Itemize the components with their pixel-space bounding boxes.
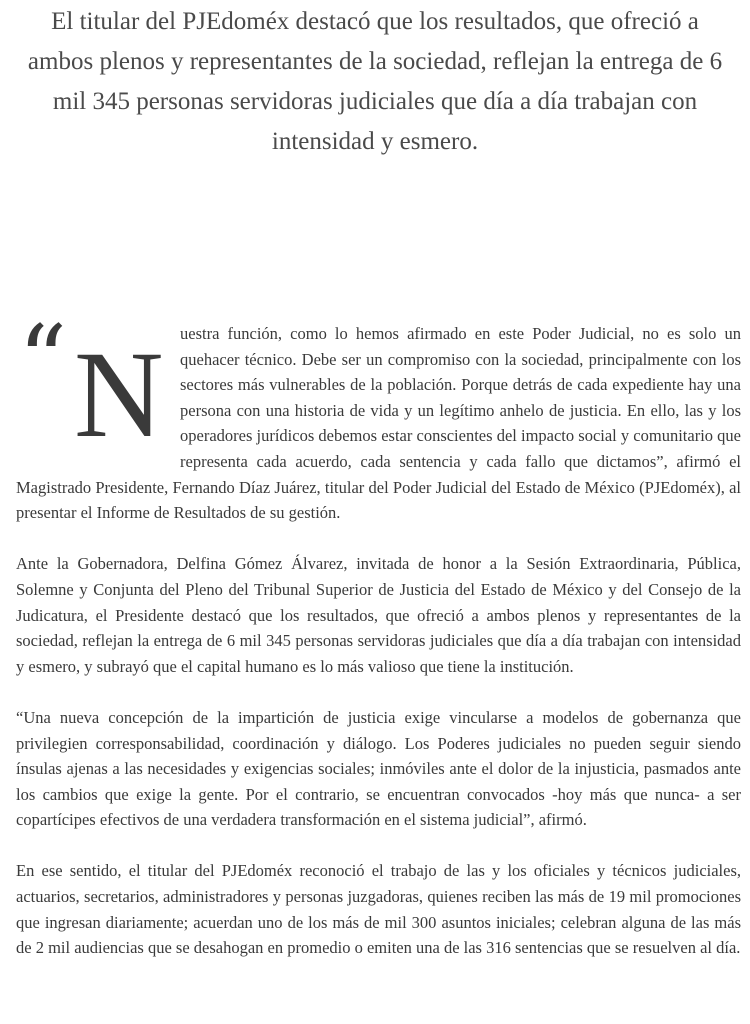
paragraph-4: En ese sentido, el titular del PJEdoméx reconoció el trabajo de las y los oficiales y técnicos judiciales, actuarios, secretarios, administradores y personas juzgadoras, quienes reciben las más de 19 mil promociones que ingresan diariamente; acuerdan uno de los más de mil 300 asuntos iniciales; celebran alguna de las más de 2 mil audiencias que se desahogan en promedio o emiten una de las 316 sentencias que se resuelven al día. — [16, 861, 741, 958]
drop-cap — [16, 305, 176, 463]
paragraph-1-text: uestra función, como lo hemos afirmado en este Poder Judicial, no es solo un quehacer técnico. Debe ser un compromiso con la sociedad, principalmente con los sectores más vulnerables de la población. Porque detrás de cada expediente hay una persona con una historia de vida y un legítimo anhelo de justicia. En ello, las y los operadores jurídicos debemos estar conscientes del impacto social y comunitario que representa cada acuerdo, cada sentencia y cada fallo que dictamos”, afirmó el Magistrado Presidente, Fernando Díaz Juárez, titular del Poder Judicial del Estado de México (PJEdoméx), al presentar el Informe de Resultados de su gestión. — [16, 324, 741, 523]
paragraph-1 — [16, 305, 741, 526]
article-body — [16, 305, 741, 986]
article-subtitle: El titular del PJEdoméx destacó que los resultados, que ofreció a ambos plenos y representantes de la sociedad, reflejan la entrega de 6 mil 345 personas servidoras judiciales que día a día trabajan con intensidad y esmero. — [27, 8, 723, 155]
drop-cap-letter: N — [74, 326, 164, 463]
paragraph-3: “Una nueva concepción de la impartición de justicia exige vincularse a modelos de gobernanza que privilegien corresponsabilidad, coordinación y diálogo. Los Poderes judiciales no pueden seguir siendo ínsulas ajenas a las necesidades y exigencias sociales; inmóviles ante el dolor de la injusticia, pasmados ante los cambios que exige la gente. Por el contrario, se encuentran convocados -hoy más que nunca- a ser copartícipes efectivos de una verdadera transformación en el sistema judicial”, afirmó. — [16, 707, 741, 830]
opening-quote-mark: “ — [18, 305, 68, 417]
paragraph-2: Ante la Gobernadora, Delfina Gómez Álvarez, invitada de honor a la Sesión Extraordinaria, Pública, Solemne y Conjunta del Pleno del Tribunal Superior de Justicia del Estado de México y del Consejo de la Judicatura, el Presidente destacó que los resultados, que ofreció a ambos plenos y representantes de la sociedad, reflejan la entrega de 6 mil 345 personas servidoras judiciales que día a día trabajan con intensidad y esmero, y subrayó que el capital humano es lo más valioso que tiene la institución. — [16, 554, 741, 676]
